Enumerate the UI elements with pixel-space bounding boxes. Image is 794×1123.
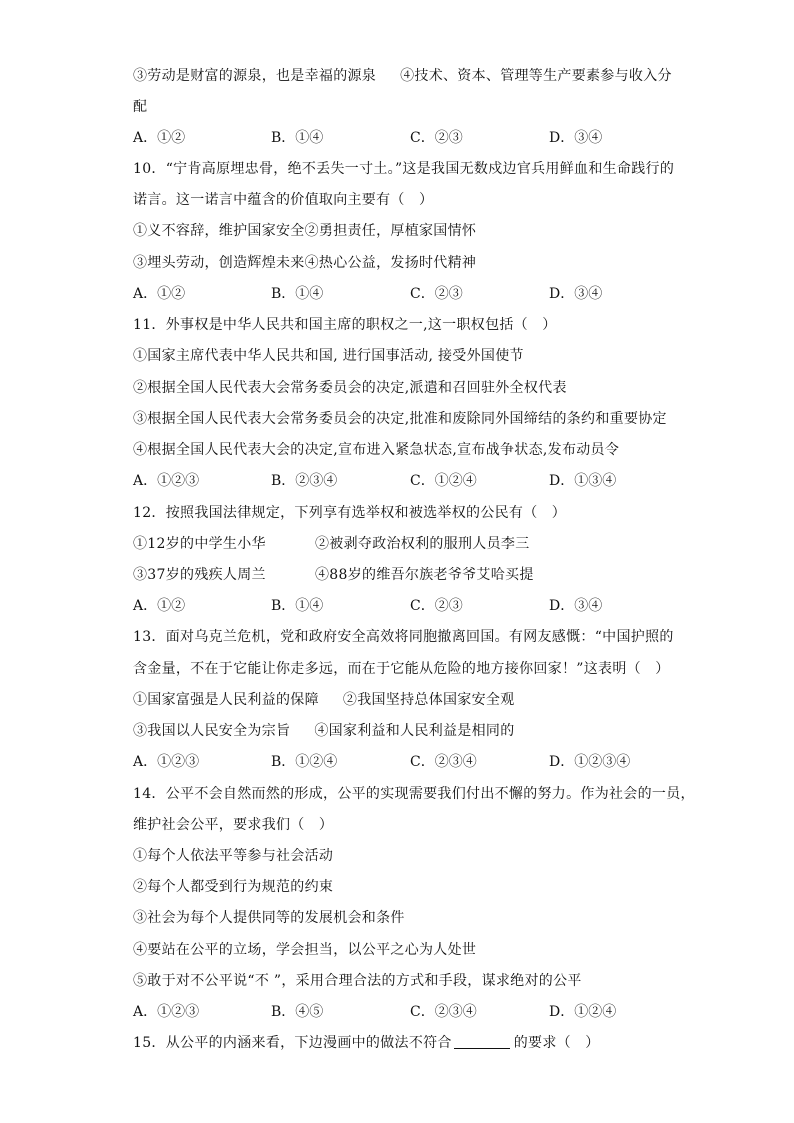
q9-options [133,128,693,148]
q11-option-b[interactable]: B．②③④ [271,473,338,489]
q12-statements-2 [133,565,534,585]
q13-stem-2: 含金量，不在于它能让你走多远，而在于它能从危险的地方接你回家！”这表明（ ） [133,661,670,677]
q9-statement-4: ④技术、资本、管理等生产要素参与收入分 [400,68,672,84]
q12-stem: 12．按照我国法律规定，下列享有选举权和被选举权的公民有（ ） [133,505,567,521]
q12-option-c[interactable]: C．②③ [410,598,463,614]
q10-stem-2: 诺言。这一诺言中蕴含的价值取向主要有（ ） [133,192,434,208]
q11-statement-3: ③根据全国人民代表大会常务委员会的决定,批准和废除同外国缔结的条约和重要协定 [133,411,667,427]
q12-option-b[interactable]: B．①④ [271,598,324,614]
q10-option-d[interactable]: D．③④ [549,286,603,302]
q11-option-a[interactable]: A．①②③ [133,473,200,489]
q14-statement-4: ④要站在公平的立场，学会担当，以公平之心为人处世 [133,942,477,958]
q13-options [133,752,693,772]
q9-option-a[interactable]: A．①② [133,130,186,146]
q11-option-c[interactable]: C．①②④ [410,473,477,489]
q14-statement-5: ⑤敢于对不公平说“不 ”，采用合理合法的方式和手段，谋求绝对的公平 [133,973,582,989]
q14-option-c[interactable]: C．②③④ [410,1004,477,1020]
q14-stem-1: 14．公平不会自然而然的形成，公平的实现需要我们付出不懈的努力。作为社会的一员， [133,786,695,802]
q11-statement-2: ②根据全国人民代表大会常务委员会的决定,派遣和召回驻外全权代表 [133,380,567,396]
q14-option-b[interactable]: B．④⑤ [271,1004,324,1020]
q10-option-c[interactable]: C．②③ [410,286,463,302]
q12-statement-2: ②被剥夺政治权利的服刑人员李三 [315,536,530,552]
q9-statement-3: ③劳动是财富的源泉，也是幸福的源泉 [133,68,377,84]
q14-option-d[interactable]: D．①②④ [549,1004,617,1020]
q10-statements-1: ①义不容辞，维护国家安全②勇担责任，厚植家国情怀 [133,223,477,239]
q13-option-b[interactable]: B．①②④ [271,754,338,770]
q9-option-d[interactable]: D．③④ [549,130,603,146]
q12-statements-1 [133,534,530,554]
q11-option-d[interactable]: D．①③④ [549,473,617,489]
q15-stem [133,1033,600,1053]
q13-option-c[interactable]: C．②③④ [410,754,477,770]
q11-options [133,471,693,491]
q10-options [133,284,693,304]
q9-option-b[interactable]: B．①④ [271,130,324,146]
q10-option-b[interactable]: B．①④ [271,286,324,302]
q13-statements-2 [133,721,515,741]
q10-stem-1: 10．“宁肯高原埋忠骨，绝不丢失一寸土。”这是我国无数戍边官兵用鲜血和生命践行的 [133,161,675,177]
q13-statement-1: ①国家富强是人民利益的保障 [133,692,319,708]
q11-statement-1: ①国家主席代表中华人民共和国, 进行国事活动, 接受外国使节 [133,348,524,364]
q13-statement-2: ②我国坚持总体国家安全观 [342,692,515,708]
q13-statement-4: ④国家利益和人民利益是相同的 [314,723,515,739]
q11-stem: 11．外事权是中华人民共和国主席的职权之一,这一职权包括（ ） [133,317,557,333]
q12-statement-1: ①12岁的中学生小华 [133,536,266,552]
q14-statement-3: ③社会为每个人提供同等的发展机会和条件 [133,910,405,926]
q15-stem-start: 15．从公平的内涵来看，下边漫画中的做法不符合 [133,1035,452,1051]
q12-options [133,596,693,616]
q15-fill-blank[interactable] [454,1034,510,1049]
q9-statements-line [133,66,672,86]
q13-statement-3: ③我国以人民安全为宗旨 [133,723,291,739]
q13-option-d[interactable]: D．①②③④ [549,754,631,770]
q14-options [133,1002,693,1022]
q14-stem-2: 维护社会公平，要求我们（ ） [133,817,334,833]
q11-statement-4: ④根据全国人民代表大会的决定,宣布进入紧急状态,宣布战争状态,发布动员令 [133,442,620,458]
q10-statements-2: ③埋头劳动，创造辉煌未来④热心公益，发扬时代精神 [133,255,477,271]
q9-statement-4-cont: 配 [133,99,148,115]
q14-statement-1: ①每个人依法平等参与社会活动 [133,848,334,864]
q13-option-a[interactable]: A．①②③ [133,754,200,770]
q12-statement-4: ④88岁的维吾尔族老爷爷艾哈买提 [315,567,534,583]
q10-option-a[interactable]: A．①② [133,286,186,302]
q12-statement-3: ③37岁的残疾人周兰 [133,567,266,583]
q14-option-a[interactable]: A．①②③ [133,1004,200,1020]
q13-statements-1 [133,690,515,710]
q13-stem-1: 13．面对乌克兰危机，党和政府安全高效将同胞撤离回国。有网友感慨：“中国护照的 [133,629,674,645]
q14-statement-2: ②每个人都受到行为规范的约束 [133,879,334,895]
q9-option-c[interactable]: C．②③ [410,130,463,146]
q12-option-d[interactable]: D．③④ [549,598,603,614]
q15-stem-end: 的要求（ ） [513,1035,600,1051]
q12-option-a[interactable]: A．①② [133,598,186,614]
